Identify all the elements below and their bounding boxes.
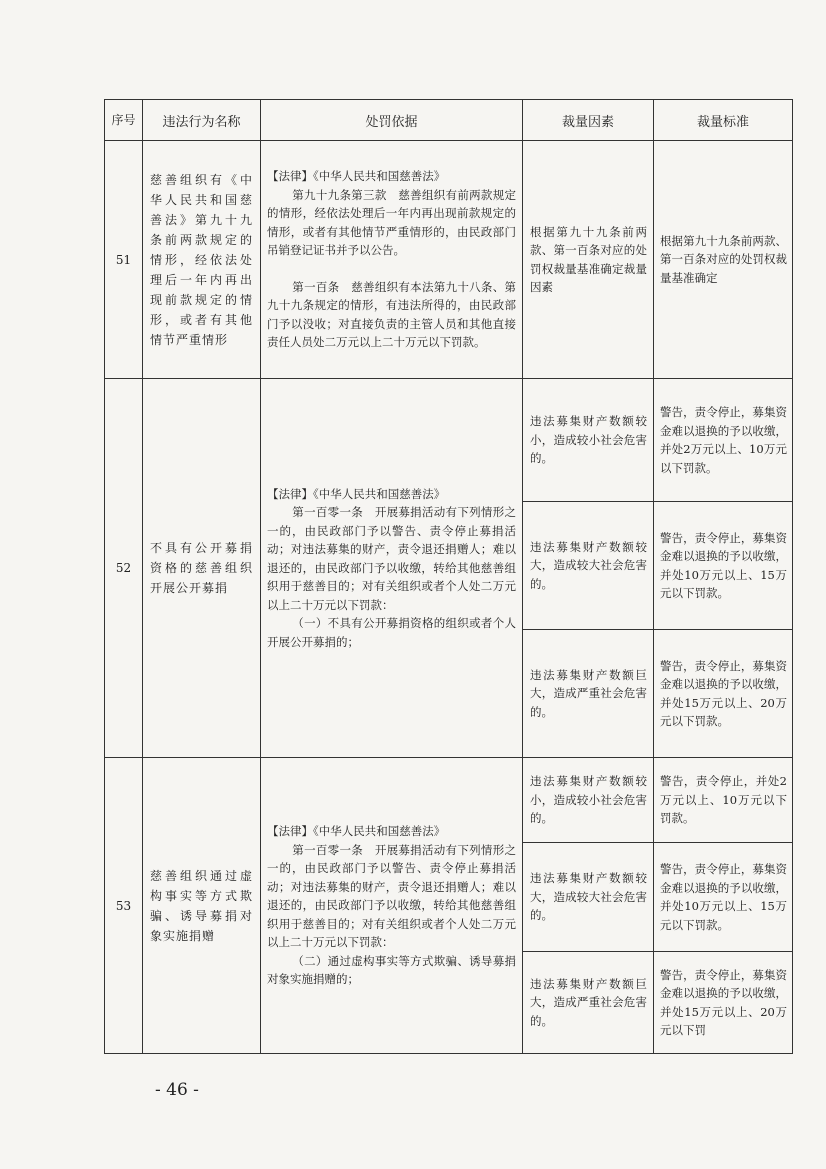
table-row [105, 758, 793, 843]
discretion-factor: 违法募集财产数额较大，造成较大社会危害的。 [523, 502, 654, 630]
penalty-table [104, 99, 793, 1054]
law-clause: 第九十九条第三款 慈善组织有前两款规定的情形，经依法处理后一年内再出现前款规定的情形，或者有其他情节严重情形的，由民政部门吊销登记证书并予以公告。 [267, 187, 516, 258]
header-factor: 裁量因素 [523, 100, 654, 141]
law-clause: （二）通过虚构事实等方式欺骗、诱导募捐对象实施捐赠的； [267, 953, 516, 987]
law-clause: （一）不具有公开募捐资格的组织或者个人开展公开募捐的； [267, 616, 516, 649]
penalty-basis [261, 379, 523, 758]
discretion-standard: 警告，责令停止，并处2万元以上、10万元以下罚款。 [654, 758, 793, 843]
discretion-standard: 根据第九十九条前两款、第一百条对应的处罚权裁量基准确定 [654, 141, 793, 379]
law-title: 【法律】《中华人民共和国慈善法》 [267, 824, 446, 839]
discretion-standard: 警告，责令停止，募集资金难以退换的予以收缴，并处10万元以上、15万元以下罚款。 [654, 843, 793, 952]
discretion-factor: 违法募集财产数额较小，造成较小社会危害的。 [523, 379, 654, 502]
discretion-factor: 违法募集财产数额较小，造成较小社会危害的。 [523, 758, 654, 843]
discretion-factor: 违法募集财产数额巨大，造成严重社会危害的。 [523, 630, 654, 758]
header-basis: 处罚依据 [261, 100, 523, 141]
law-title: 【法律】《中华人民共和国慈善法》 [267, 169, 446, 184]
penalty-basis [261, 758, 523, 1054]
row-number: 51 [105, 141, 143, 379]
discretion-factor: 根据第九十九条前两款、第一百条对应的处罚权裁量基准确定裁量因素 [523, 141, 654, 379]
discretion-standard: 警告，责令停止，募集资金难以退换的予以收缴，并处10万元以上、15万元以下罚款。 [654, 502, 793, 630]
row-number: 52 [105, 379, 143, 758]
row-number: 53 [105, 758, 143, 1054]
penalty-basis [261, 141, 523, 379]
table-row [105, 379, 793, 502]
law-title: 【法律】《中华人民共和国慈善法》 [267, 486, 446, 501]
table-row [105, 141, 793, 379]
violation-name: 不具有公开募捐资格的慈善组织开展公开募捐 [143, 379, 261, 758]
law-clause: 第一百零一条 开展募捐活动有下列情形之一的，由民政部门予以警告、责令停止募捐活动；对违法募集的财产，责令退还捐赠人；难以退还的，由民政部门予以收缴，转给其他慈善组织用于慈善目的；对有关组织或者个人处二万元以上二十万元以下罚款： [267, 842, 516, 950]
header-no: 序号 [105, 100, 143, 141]
header-name: 违法行为名称 [143, 100, 261, 141]
table-header-row [105, 100, 793, 141]
law-clause: 第一百零一条 开展募捐活动有下列情形之一的，由民政部门予以警告、责令停止募捐活动；对违法募集的财产，责令退还捐赠人；难以退还的，由民政部门予以收缴，转给其他慈善组织用于慈善目的；对有关组织或者个人处二万元以上二十万元以下罚款： [267, 505, 516, 612]
discretion-standard: 警告，责令停止，募集资金难以退换的予以收缴，并处15万元以上、20万元以下罚 [654, 952, 793, 1054]
violation-name: 慈善组织有《中华人民共和国慈善法》第九十九条前两款规定的情形，经依法处理后一年内再出现前款规定的情形，或者有其他情节严重情形 [143, 141, 261, 379]
law-clause: 第一百条 慈善组织有本法第九十八条、第九十九条规定的情形，有违法所得的，由民政部门予以没收；对直接负责的主管人员和其他直接责任人员处二万元以上二十万元以下罚款。 [267, 279, 516, 350]
discretion-standard: 警告，责令停止，募集资金难以退换的予以收缴，并处15万元以上、20万元以下罚款。 [654, 630, 793, 758]
discretion-standard: 警告，责令停止，募集资金难以退换的予以收缴，并处2万元以上、10万元以下罚款。 [654, 379, 793, 502]
discretion-factor: 违法募集财产数额较大，造成较大社会危害的。 [523, 843, 654, 952]
violation-name: 慈善组织通过虚构事实等方式欺骗、诱导募捐对象实施捐赠 [143, 758, 261, 1054]
header-standard: 裁量标准 [654, 100, 793, 141]
page-number: - 46 - [155, 1080, 199, 1100]
discretion-factor: 违法募集财产数额巨大，造成严重社会危害的。 [523, 952, 654, 1054]
